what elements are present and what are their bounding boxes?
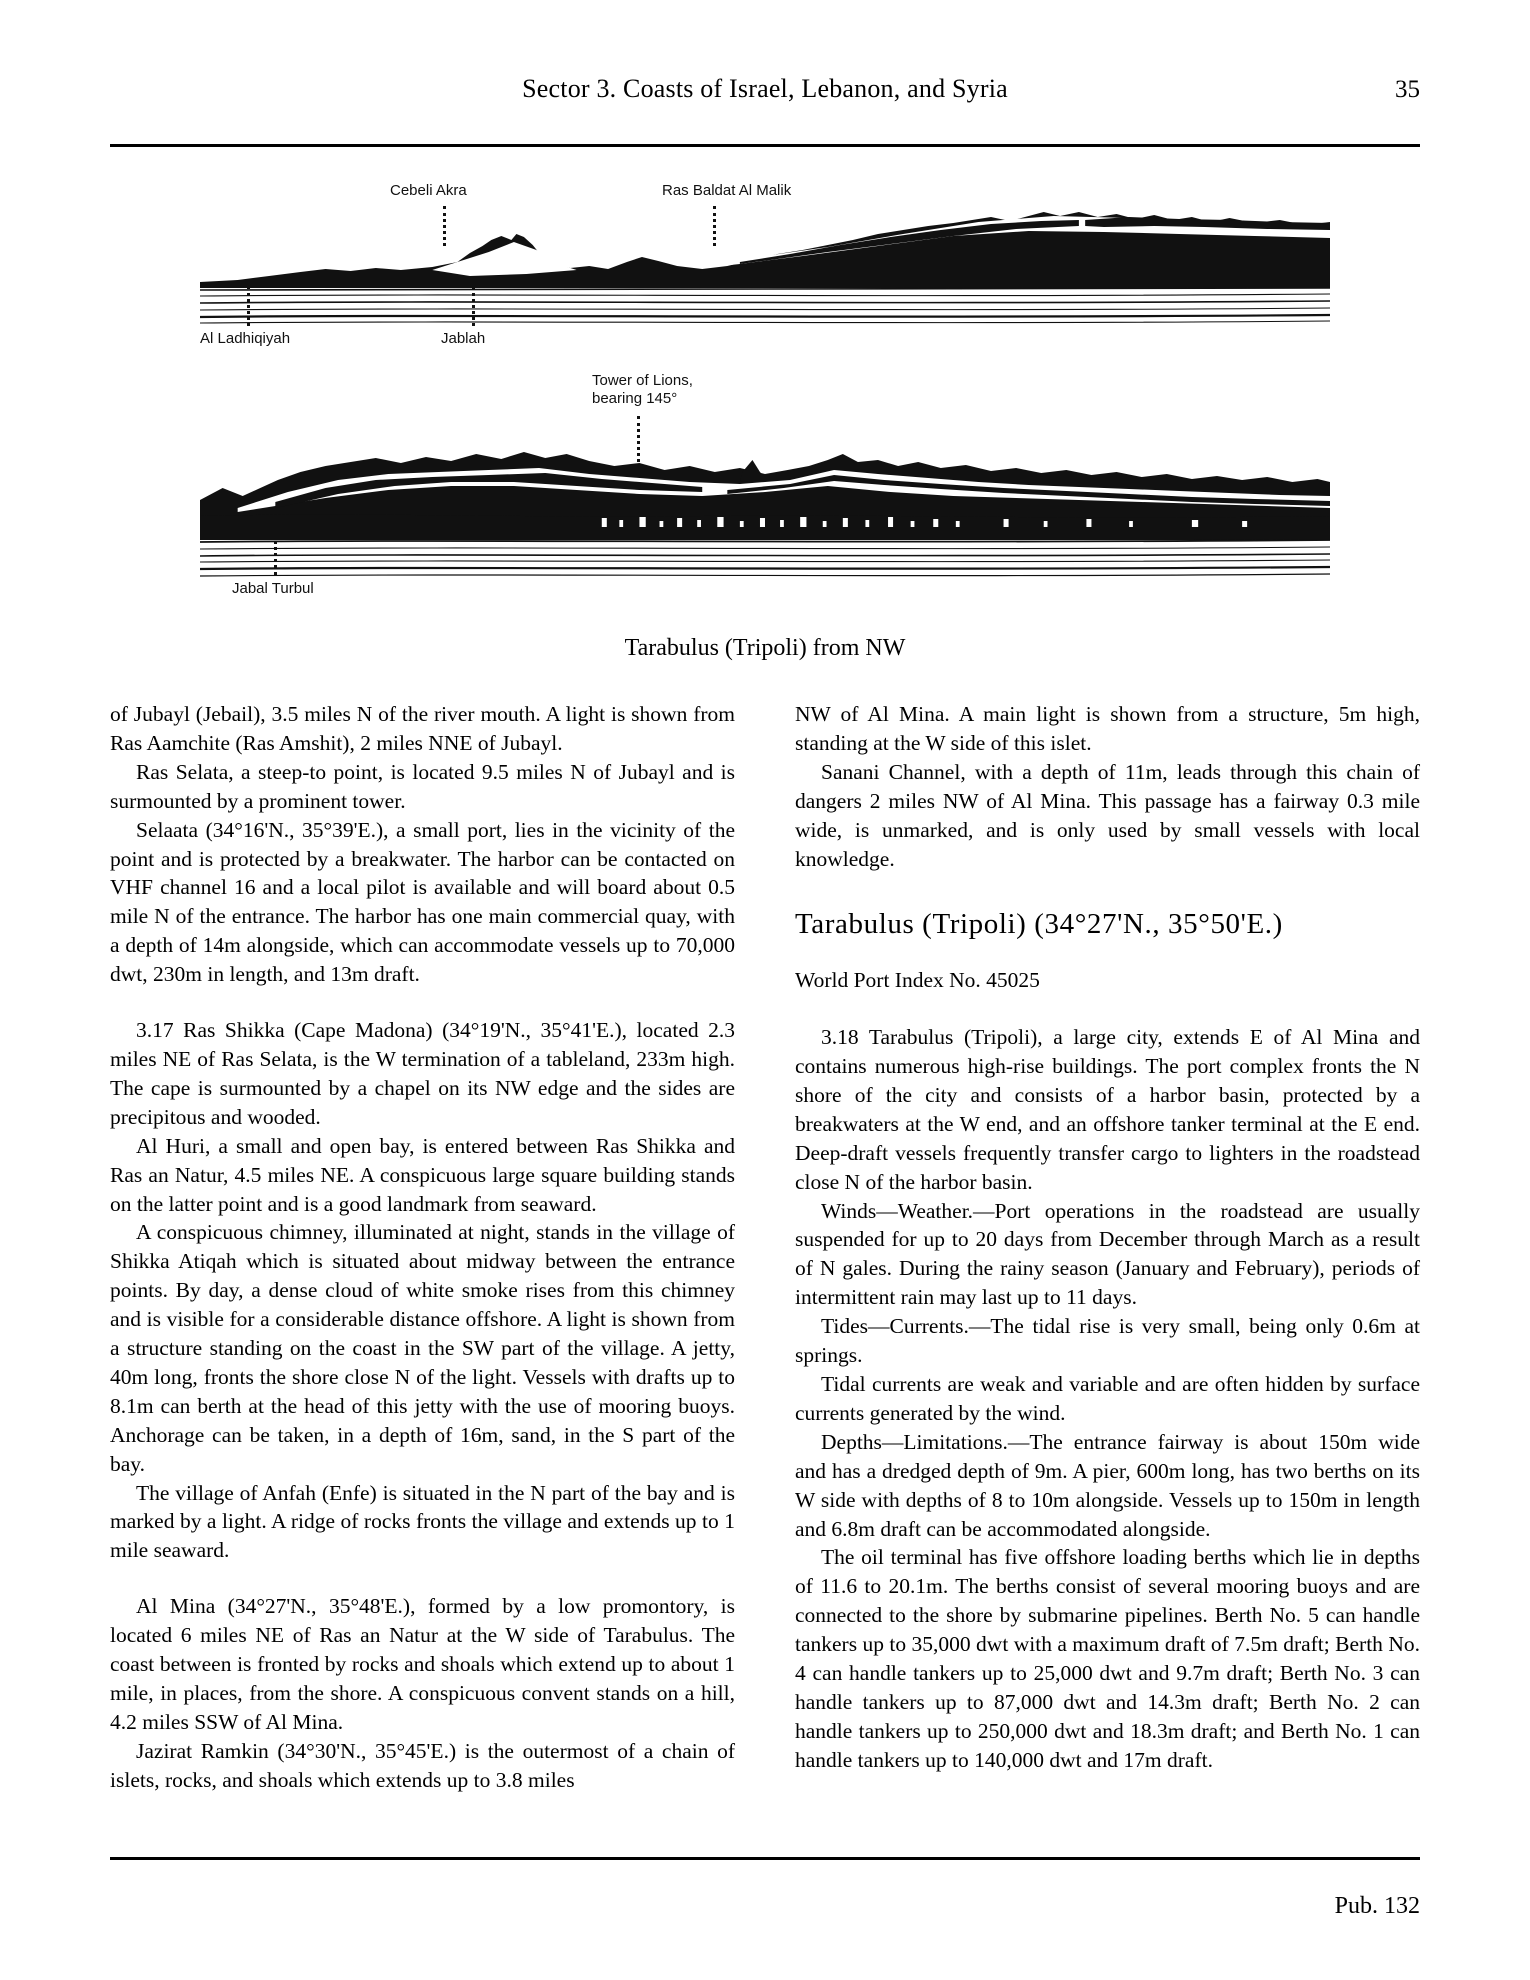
running-title: Sector 3. Coasts of Israel, Lebanon, and Syria (522, 74, 1008, 103)
coastal-view-panel-top (200, 182, 1330, 347)
panel-top-label-cebeli-akra: Cebeli Akra (390, 182, 467, 199)
world-port-index-line: World Port Index No. 45025 (795, 968, 1040, 993)
paragraph: Al Mina (34°27'N., 35°48'E.), formed by a low promontory, is located 6 miles NE of Ras an Natur at the W side of Tarabulus. The coast between is fronted by rocks and shoals which extend up to about 1 mile, in places, from the shore. A conspicuous convent stands on a hill, 4.2 miles SSW of Al Mina. (110, 1594, 735, 1734)
leader-line-al-ladhiqiyah (247, 286, 250, 326)
right-text-column (795, 700, 1420, 1830)
paragraph-depths-limitations: Depths—Limitations.—The entrance fairway is about 150m wide and has a dredged depth of 9m. A pier, 600m long, has two berths on its W side with depths of 8 to 10m alongside. Vessels up to 150m in length and 6.8m draft can be accommodated alongside. (795, 1429, 1420, 1541)
paragraph: of Jubayl (Jebail), 3.5 miles N of the river mouth. A light is shown from Ras Aamchite (Ras Amshit), 2 miles NNE of Jubayl. (110, 702, 735, 755)
panel-top-label-al-ladhiqiyah: Al Ladhiqiyah (200, 330, 291, 347)
coastal-view-figure (110, 180, 1420, 680)
tower-of-lions-line1: Tower of Lions, (592, 372, 693, 389)
publication-number: Pub. 132 (1334, 1893, 1420, 1919)
page-number: 35 (1395, 76, 1420, 103)
paragraph: Sanani Channel, with a depth of 11m, leads through this chain of dangers 2 miles NW of Al Mina. This passage has a fairway 0.3 mile wide, is unmarked, and is only used by small vessels with local knowledge. (795, 759, 1420, 871)
body-columns (110, 700, 1420, 1830)
paragraph: Selaata (34°16'N., 35°39'E.), a small port, lies in the vicinity of the point and is protected by a breakwater. The harbor can be contacted on VHF channel 16 and a local pilot is available and will board about 0.5 mile N of the entrance. The harbor has one main commercial quay, with a depth of 14m alongside, which can accommodate vessels up to 70,000 dwt, 230m in length, and 13m draft. (110, 817, 735, 987)
paragraph-gap (795, 873, 1420, 907)
footer-rule (110, 1857, 1420, 1860)
paragraph-oil-terminal: The oil terminal has five offshore loading berths which lie in depths of 11.6 to 20.1m. The berths consist of several mooring buoys and are connected to the shore by submarine pipelines. Berth No. 5 can handle tankers up to 35,000 dwt with a maximum draft of 7.5m draft; Berth No. 4 can handle tankers up to 25,000 dwt and 9.7m draft; Berth No. 3 can handle tankers up to 87,000 dwt and 14.3m draft; Berth No. 2 can handle tankers up to 250,000 dwt and 18.3m draft; and Berth No. 1 can handle tankers up to 140,000 dwt and 17m draft. (795, 1545, 1420, 1772)
paragraph: Jazirat Ramkin (34°30'N., 35°45'E.) is the outermost of a chain of islets, rocks, and shoals which extends up to 3.8 miles (110, 1738, 735, 1792)
paragraph: NW of Al Mina. A main light is shown from a structure, 5m high, standing at the W side of this islet. (795, 702, 1420, 755)
coastal-profile-top-drawing (200, 190, 1330, 340)
panel-bottom-label-jabal-turbul: Jabal Turbul (232, 580, 314, 597)
panel-top-label-ras-baldat-al-malik: Ras Baldat Al Malik (662, 182, 792, 199)
paragraph: The village of Anfah (Enfe) is situated in the N part of the bay and is marked by a light. A ridge of rocks fronts the village and extends up to 1 mile seaward. (110, 1480, 735, 1563)
paragraph-gap (795, 995, 1420, 1023)
figure-caption: Tarabulus (Tripoli) from NW (624, 635, 906, 661)
paragraph: Tidal currents are weak and variable and are often hidden by surface currents generated by the wind. (795, 1372, 1420, 1425)
panel-bottom-label-tower-of-lions (592, 372, 693, 407)
tower-of-lions-line2: bearing 145° (592, 389, 678, 407)
coastal-view-panel-bottom (200, 372, 1330, 597)
heading-gap (795, 942, 1420, 966)
left-text-column (110, 700, 735, 1830)
paragraph-tides-currents: Tides—Currents.—The tidal rise is very small, being only 0.6m at springs. (795, 1314, 1420, 1368)
running-head (110, 74, 1420, 118)
leader-line-jabal-turbul (274, 534, 277, 576)
section-heading-tarabulus: Tarabulus (Tripoli) (34°27'N., 35°50'E.) (795, 908, 1283, 941)
paragraph-3-17: 3.17 Ras Shikka (Cape Madona) (34°19'N., 35°41'E.), located 2.3 miles NE of Ras Selata, is the W termination of a tableland, 233m high. The cape is surmounted by a chapel on its NW edge and the sides are precipitous and wooded. (110, 1018, 735, 1129)
leader-line-jablah (472, 286, 475, 326)
paragraph-winds-weather: Winds—Weather.—Port operations in the roadstead are usually suspended for up to 20 days from December through March as a result of N gales. During the rainy season (January and February), periods of intermittent rain may last up to 11 days. (795, 1198, 1420, 1310)
paragraph-gap (110, 1565, 735, 1592)
paragraph-gap (110, 989, 735, 1016)
coastal-profile-bottom-drawing (200, 430, 1330, 590)
paragraph: A conspicuous chimney, illuminated at night, stands in the village of Shikka Atiqah which is situated about midway between the entrance points. By day, a dense cloud of white smoke rises from this chimney and is visible for a considerable distance offshore. A light is shown from a structure standing on the coast in the SW part of the village. A jetty, 40m long, fronts the shore close N of the light. Vessels with drafts up to 8.1m can berth at the head of this jetty with the use of mooring buoys. Anchorage can be taken, in a depth of 16m, sand, in the S part of the bay. (110, 1220, 735, 1476)
paragraph-3-18: 3.18 Tarabulus (Tripoli), a large city, extends E of Al Mina and contains numerous high-rise buildings. The port complex fronts the N shore of the city and consists of a harbor basin, protected by a breakwaters at the W end, and an offshore tanker terminal at the E end. Deep-draft vessels frequently transfer cargo to lighters in the roadstead close N of the harbor basin. (795, 1025, 1420, 1194)
header-rule (110, 144, 1420, 147)
panel-top-label-jablah: Jablah (441, 330, 486, 347)
paragraph: Ras Selata, a steep-to point, is located 9.5 miles N of Jubayl and is surmounted by a prominent tower. (110, 759, 735, 813)
paragraph: Al Huri, a small and open bay, is entered between Ras Shikka and Ras an Natur, 4.5 miles NE. A conspicuous large square building stands on the latter point and is a good landmark from seaward. (110, 1133, 735, 1216)
